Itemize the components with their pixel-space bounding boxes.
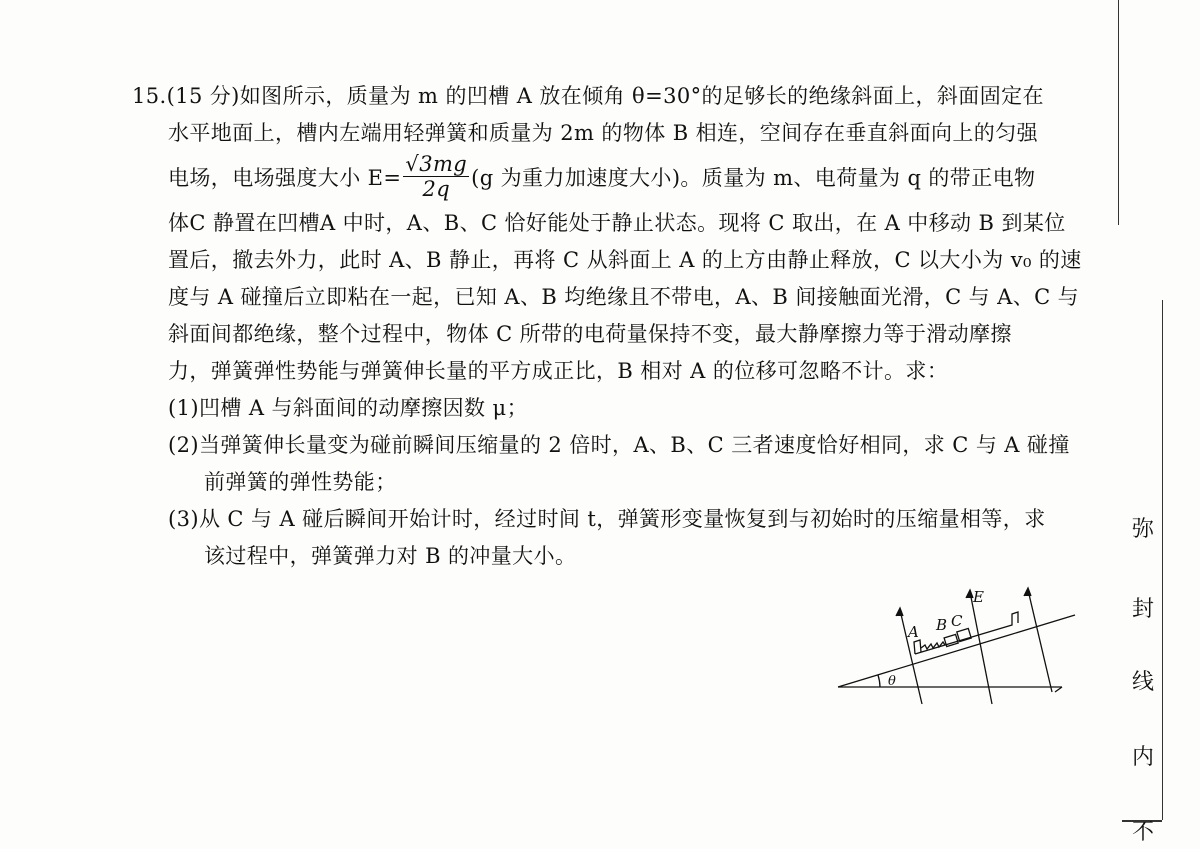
seal-text-1: 弥: [1131, 517, 1154, 542]
problem-line-7: 斜面间都绝缘，整个过程中，物体 C 所带的电荷量保持不变，最大静摩擦力等于滑动摩擦: [168, 322, 1012, 346]
binding-line-middle: [1162, 300, 1163, 820]
label-theta: θ: [888, 674, 896, 689]
problem-line-5: 置后，撤去外力，此时 A、B 静止，再将 C 从斜面上 A 的上方由静止释放，C 以大小为 v₀ 的速: [168, 248, 1082, 272]
field-text-after: (g 为重力加速度大小)。质量为 m、电荷量为 q 的带正电物: [471, 166, 1036, 190]
problem-line-4: 体C 静置在凹槽A 中时，A、B、C 恰好能处于静止状态。现将 C 取出，在 A 中移动 B 到某位: [168, 211, 1066, 235]
problem-line-2: 水平地面上，槽内左端用轻弹簧和质量为 2m 的物体 B 相连，空间存在垂直斜面向上的匀强: [168, 121, 1039, 145]
field-arrow-2: [966, 590, 973, 598]
field-text-before: 电场，电场强度大小 E=: [168, 166, 402, 190]
seal-text-3: 线: [1131, 670, 1154, 695]
fraction-denominator: 2q: [422, 177, 451, 201]
problem-line-1: 15.(15 分)如图所示，质量为 m 的凹槽 A 放在倾角 θ=30°的足够长的绝缘斜面上，斜面固定在: [132, 84, 1044, 108]
seal-text-5: 不: [1131, 820, 1154, 845]
label-E: E: [973, 588, 984, 606]
question-1: (1)凹槽 A 与斜面间的动摩擦因数 μ；: [168, 396, 528, 420]
block-C: [957, 628, 971, 641]
incline-edge: [1055, 687, 1062, 692]
question-2-line-2: 前弹簧的弹性势能；: [204, 470, 397, 494]
fraction-numerator: √3mg: [405, 152, 468, 176]
seal-text-4: 内: [1131, 745, 1154, 770]
field-strength-fraction: [403, 152, 469, 201]
problem-line-6: 度与 A 碰撞后立即粘在一起，已知 A、B 均绝缘且不带电，A、B 间接触面光滑，C 与 A、C 与: [168, 285, 1080, 309]
problem-line-8: 力，弹簧弹性势能与弹簧伸长量的平方成正比，B 相对 A 的位移可忽略不计。求：: [168, 359, 949, 383]
label-A: A: [908, 623, 919, 641]
label-C: C: [951, 612, 963, 630]
problem-line-field: [132, 152, 1087, 201]
label-B: B: [936, 616, 948, 634]
field-line-3: [1028, 590, 1052, 692]
incline-diagram: [830, 582, 1085, 717]
question-2-line-1: (2)当弹簧伸长量变为碰前瞬间压缩量的 2 倍时，A、B、C 三者速度恰好相同，求 C 与 A 碰撞: [168, 433, 1070, 457]
theta-arc: [878, 675, 880, 687]
question-3-line-2: 该过程中，弹簧弹力对 B 的冲量大小。: [204, 544, 577, 568]
field-arrow-3: [1024, 588, 1031, 596]
field-arrow-1: [896, 608, 903, 616]
binding-line-top: [1118, 0, 1119, 225]
block-B: [944, 634, 958, 646]
seal-text-2: 封: [1131, 597, 1154, 622]
problem-15: [132, 78, 1087, 575]
question-3-line-1: (3)从 C 与 A 碰后瞬间开始计时，经过时间 t，弹簧形变量恢复到与初始时的压缩量相等，求: [168, 507, 1046, 531]
